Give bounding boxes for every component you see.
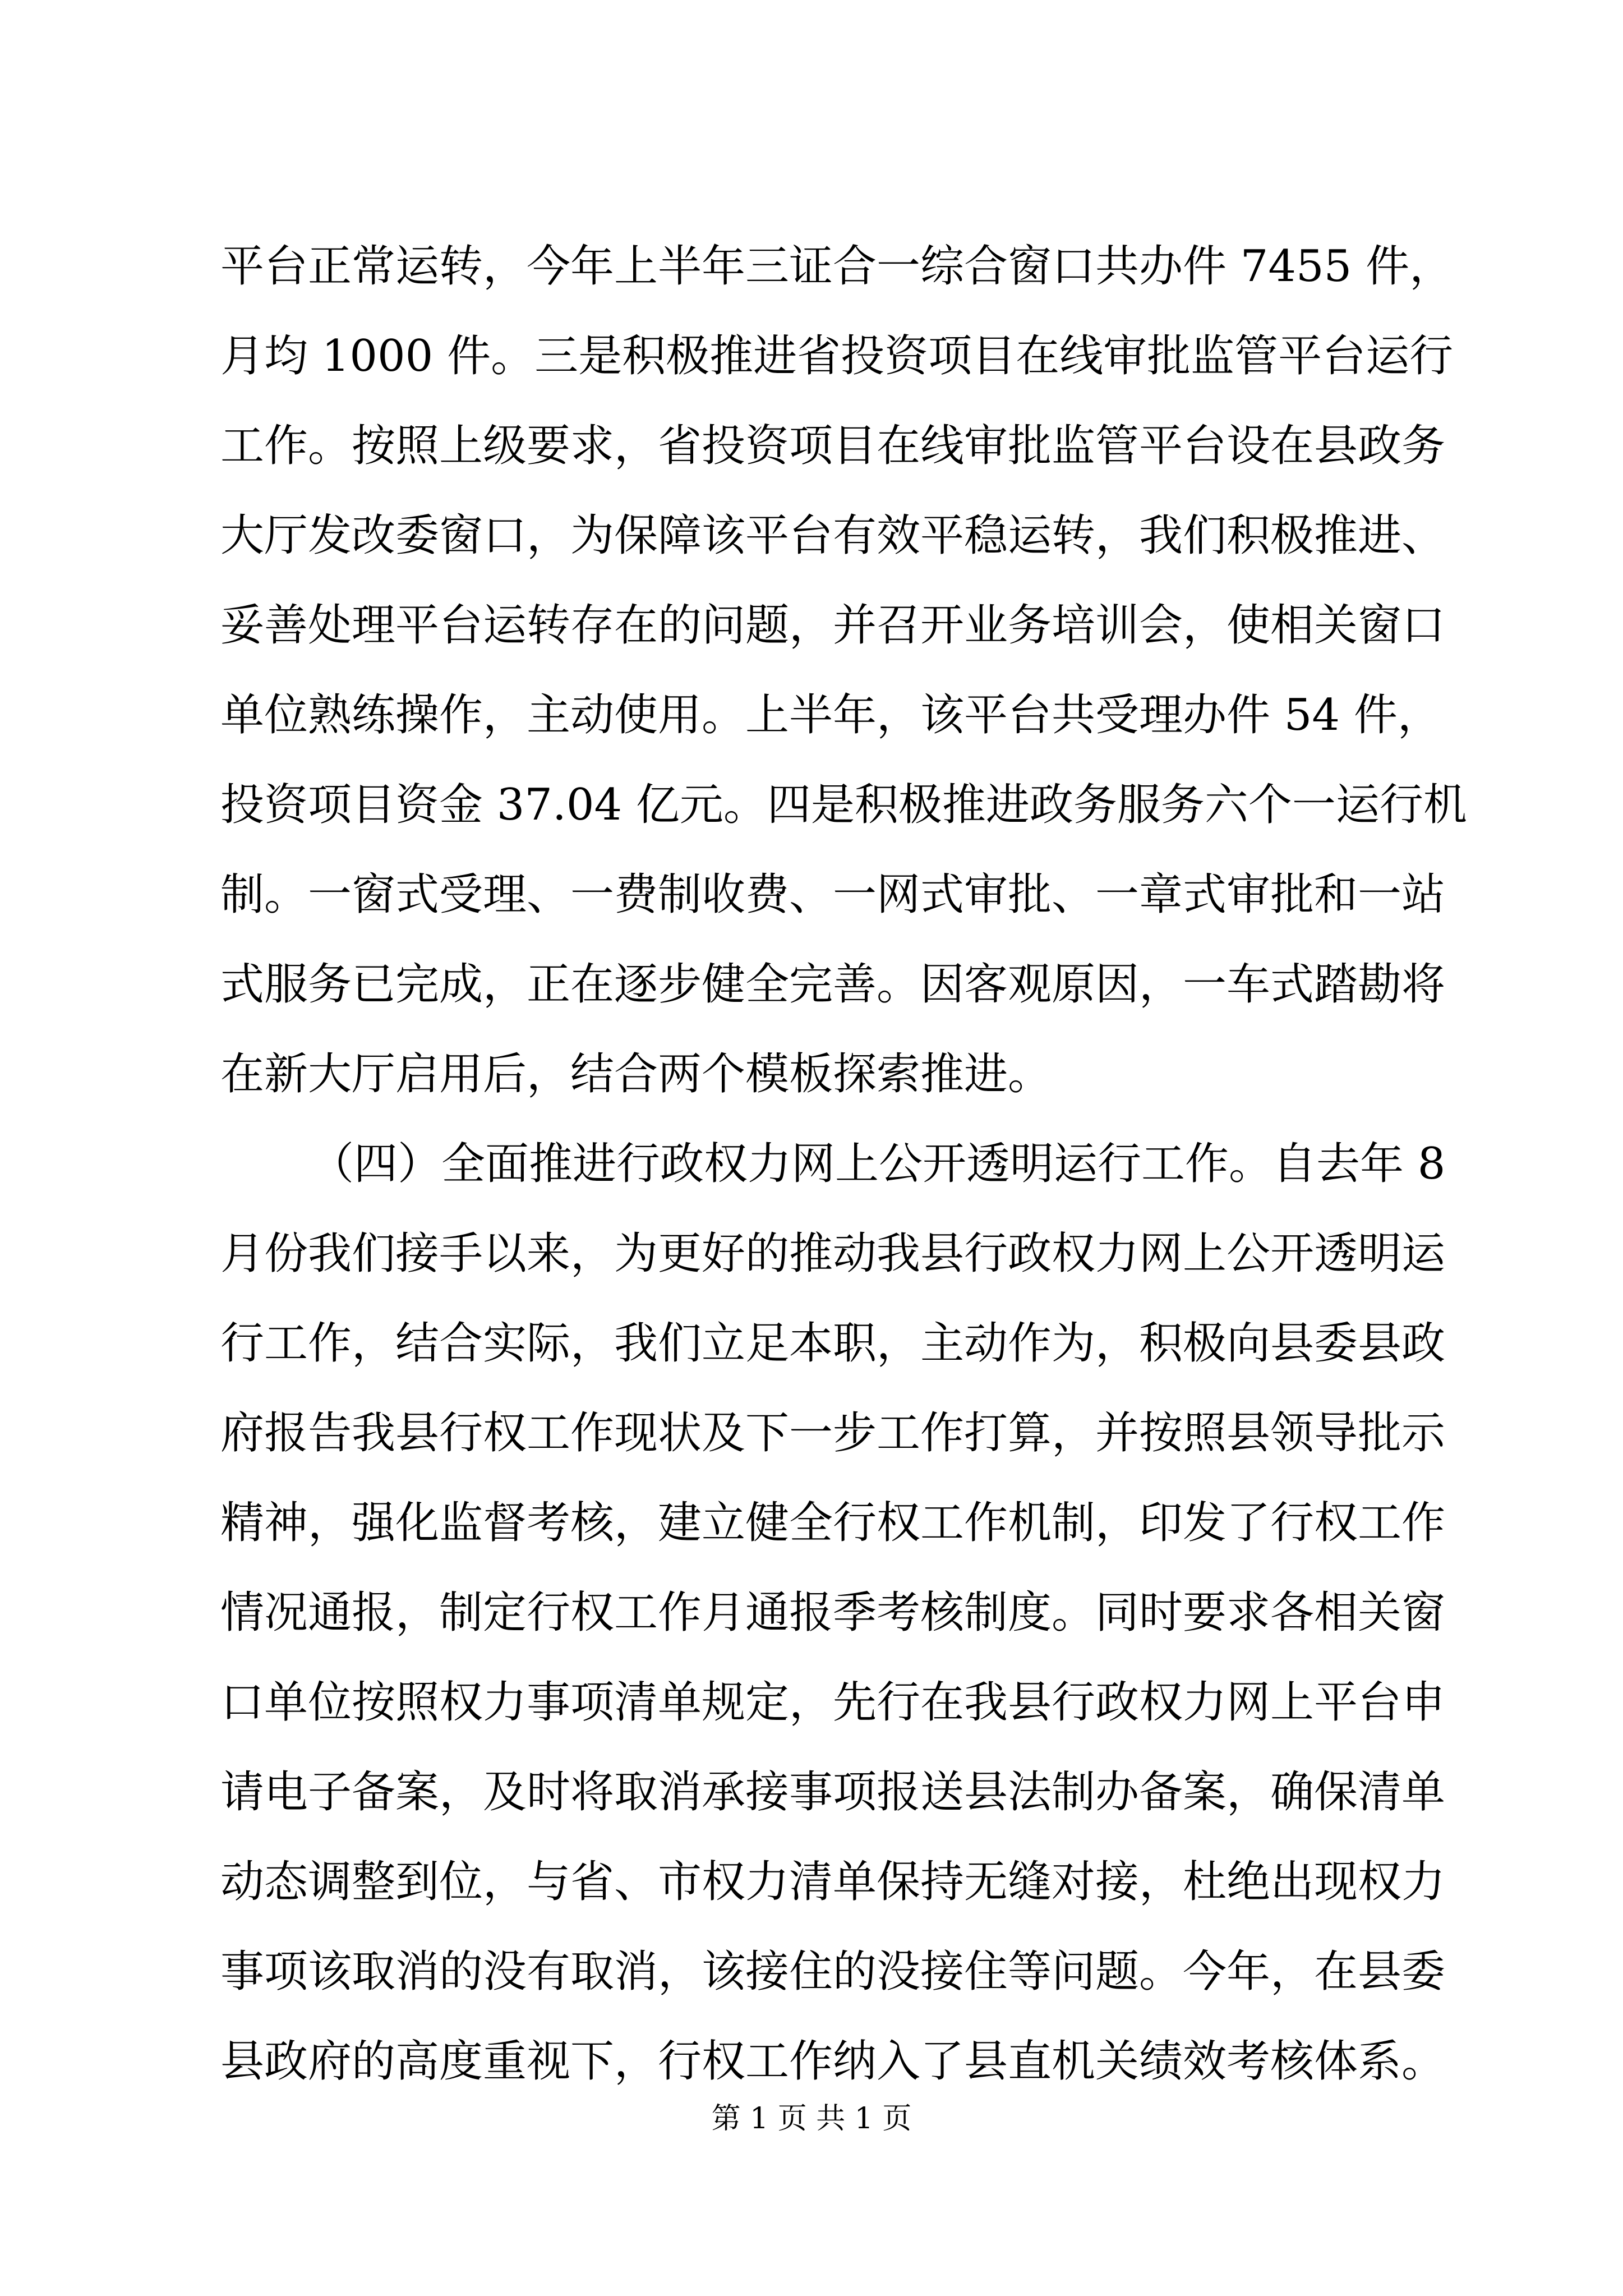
page-number-footer: 第 1 页 共 1 页 bbox=[711, 2102, 912, 2136]
text-line: 月份我们接手以来，为更好的推动我县行政权力网上公开透明运 bbox=[220, 1228, 1446, 1279]
text-line: 请电子备案，及时将取消承接事项报送县法制办备案，确保清单 bbox=[220, 1767, 1446, 1818]
text-line: 月均 1000 件。三是积极推进省投资项目在线审批监管平台运行 bbox=[220, 331, 1454, 381]
text-line: 府报告我县行权工作现状及下一步工作打算，并按照县领导批示 bbox=[220, 1408, 1446, 1458]
text-line: 妥善处理平台运转存在的问题，并召开业务培训会，使相关窗口 bbox=[220, 600, 1446, 651]
text-line: 动态调整到位，与省、市权力清单保持无缝对接，杜绝出现权力 bbox=[220, 1857, 1446, 1907]
text-line: 事项该取消的没有取消，该接住的没接住等问题。今年，在县委 bbox=[220, 1947, 1446, 1997]
paragraph-heading-line: （四）全面推进行政权力网上公开透明运行工作。自去年 8 bbox=[310, 1139, 1446, 1189]
text-line: 大厅发改委窗口，为保障该平台有效平稳运转，我们积极推进、 bbox=[220, 510, 1446, 561]
text-line: 投资项目资金 37.04 亿元。四是积极推进政务服务六个一运行机 bbox=[220, 780, 1467, 830]
text-line: 县政府的高度重视下，行权工作纳入了县直机关绩效考核体系。 bbox=[220, 2036, 1446, 2087]
text-line: 行工作，结合实际，我们立足本职，主动作为，积极向县委县政 bbox=[220, 1318, 1446, 1369]
text-line: 式服务已完成，正在逐步健全完善。因客观原因，一车式踏勘将 bbox=[220, 959, 1446, 1010]
text-line: 制。一窗式受理、一费制收费、一网式审批、一章式审批和一站 bbox=[220, 869, 1446, 920]
text-line: 工作。按照上级要求，省投资项目在线审批监管平台设在县政务 bbox=[220, 421, 1446, 471]
text-line: 在新大厅启用后，结合两个模板探索推进。 bbox=[220, 1049, 1052, 1099]
text-line: 单位熟练操作，主动使用。上半年，该平台共受理办件 54 件， bbox=[220, 690, 1441, 740]
text-line: 情况通报，制定行权工作月通报季考核制度。同时要求各相关窗 bbox=[220, 1588, 1446, 1638]
text-line: 精神，强化监督考核，建立健全行权工作机制，印发了行权工作 bbox=[220, 1498, 1446, 1548]
text-line: 口单位按照权力事项清单规定，先行在我县行政权力网上平台申 bbox=[220, 1677, 1446, 1728]
text-line: 平台正常运转，今年上半年三证合一综合窗口共办件 7455 件， bbox=[220, 241, 1454, 292]
